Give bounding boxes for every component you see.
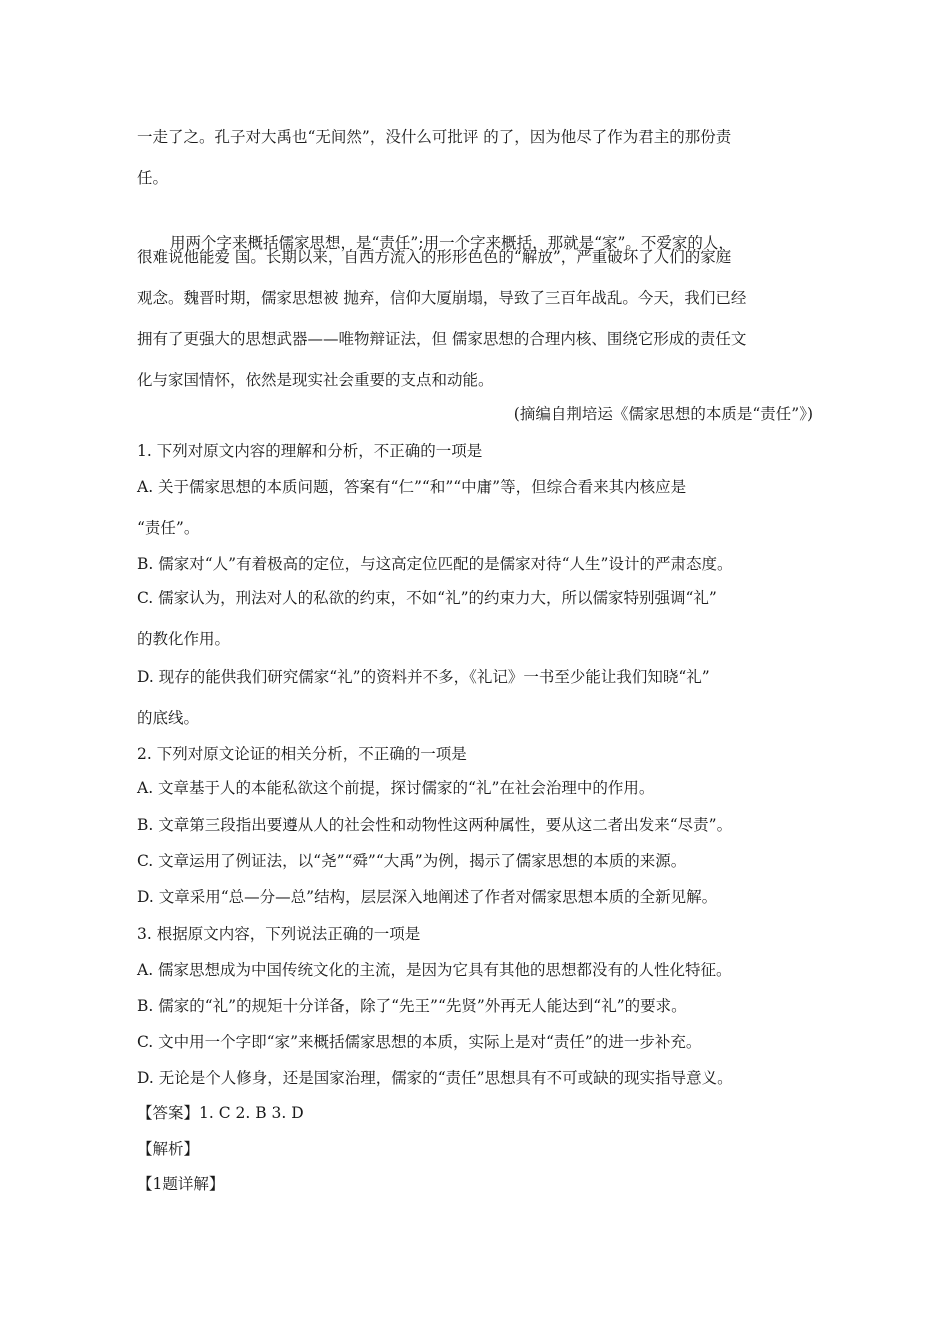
question-stem: 1. 下列对原文内容的理解和分析，不正确的一项是	[137, 442, 483, 460]
option-line: 的底线。	[137, 709, 200, 727]
option-line: C. 文章运用了例证法，以“尧”“舜”“大禹”为例，揭示了儒家思想的本质的来源。	[137, 852, 687, 870]
option-line: “责任”。	[137, 519, 200, 537]
passage-line: 很难说他能爱 国。长期以来，自西方流入的形形色色的“解放”，严重破坏了人们的家庭	[137, 248, 732, 266]
option-line: A. 文章基于人的本能私欲这个前提，探讨儒家的“礼”在社会治理中的作用。	[137, 779, 655, 797]
option-line: A. 关于儒家思想的本质问题，答案有“仁”“和”“中庸”等，但综合看来其内核应是	[137, 478, 687, 496]
passage-line: 观念。魏晋时期，儒家思想被 抛弃，信仰大厦崩塌，导致了三百年战乱。今天，我们已经	[137, 289, 747, 307]
option-line: C. 文中用一个字即“家”来概括儒家思想的本质，实际上是对“责任”的进一步补充。	[137, 1033, 702, 1051]
option-line: 的教化作用。	[137, 630, 231, 648]
passage-line: 任。	[137, 169, 169, 187]
passage-line: 拥有了更强大的思想武器——唯物辩证法，但 儒家思想的合理内核、围绕它形成的责任文	[137, 330, 747, 348]
option-line: B. 儒家对“人”有着极高的定位，与这高定位匹配的是儒家对待“人生”设计的严肃态度。	[137, 555, 733, 573]
question-stem: 3. 根据原文内容，下列说法正确的一项是	[137, 925, 421, 943]
option-line: C. 儒家认为，刑法对人的私欲的约束，不如“礼”的约束力大，所以儒家特别强调“礼”	[137, 589, 717, 607]
option-line: D. 文章采用“总—分—总”结构，层层深入地阐述了作者对儒家思想本质的全新见解。	[137, 888, 718, 906]
option-line: D. 无论是个人修身，还是国家治理，儒家的“责任”思想具有不可或缺的现实指导意义。	[137, 1069, 733, 1087]
option-line: D. 现存的能供我们研究儒家“礼”的资料并不多，《礼记》一书至少能让我们知晓“礼”	[137, 668, 710, 686]
source-citation: (摘编自荆培运《儒家思想的本质是“责任”》)	[513, 405, 813, 423]
detail-heading: 【1题详解】	[137, 1175, 225, 1193]
option-line: B. 儒家的“礼”的规矩十分详备，除了“先王”“先贤”外再无人能达到“礼”的要求。	[137, 997, 687, 1015]
option-line: A. 儒家思想成为中国传统文化的主流，是因为它具有其他的思想都没有的人性化特征。	[137, 961, 732, 979]
option-line: B. 文章第三段指出要遵从人的社会性和动物性这两种属性，要从这二者出发来“尽责”。	[137, 816, 733, 834]
passage-line: 化与家国情怀，依然是现实社会重要的支点和动能。	[137, 371, 494, 389]
passage-line: 用两个字来概括儒家思想，是“责任”;用一个字来概括，那就是“家”。不爱家的人，	[170, 234, 734, 252]
answer-line: 【答案】1. C 2. B 3. D	[137, 1104, 304, 1122]
passage-line: 一走了之。孔子对大禹也“无间然”，没什么可批评 的了，因为他尽了作为君主的那份责	[137, 128, 732, 146]
question-stem: 2. 下列对原文论证的相关分析，不正确的一项是	[137, 745, 467, 763]
analysis-heading: 【解析】	[137, 1140, 200, 1158]
